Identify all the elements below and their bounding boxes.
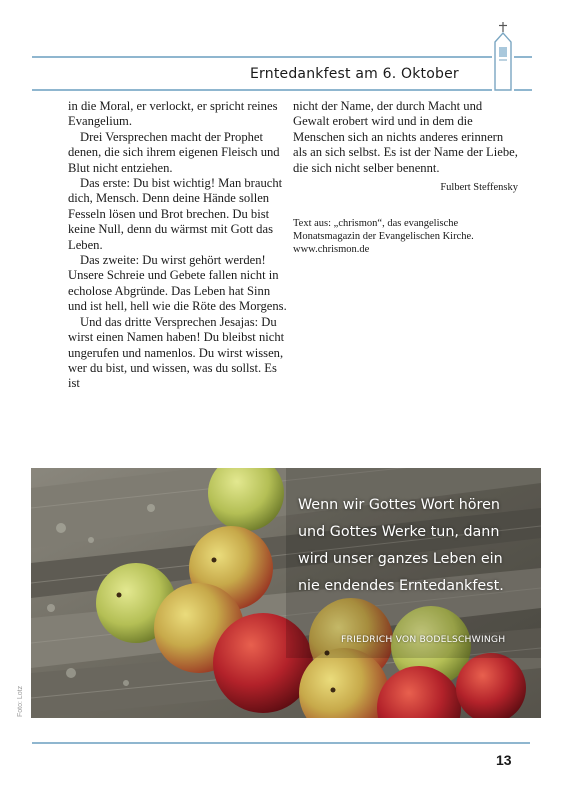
article-paragraph: in die Moral, er verlockt, er spricht reines Evangelium. [68, 99, 278, 129]
article-column-right [293, 99, 518, 256]
header-rule-top [32, 56, 532, 58]
photo-credit: Foto: Lotz [17, 685, 24, 717]
article-paragraph: nicht der Name, der durch Macht und Gewalt erobert wird und in dem die Menschen sich an nichts anderes erinnern als an sich selbst. Es ist der Name der Liebe, die sich nicht selber benennt. [293, 99, 518, 175]
photo-quote-text [298, 492, 534, 600]
quote-line: Wenn wir Gottes Wort hören [298, 497, 500, 513]
page-number: 13 [496, 752, 512, 768]
church-tower-icon [492, 20, 514, 92]
article-paragraph: Drei Versprechen macht der Prophet denen, die sich ihrem eigenen Fleisch und Blut nicht entziehen. [68, 129, 280, 175]
quote-line: wird unser ganzes Leben ein [298, 551, 503, 567]
article-paragraph: Das zweite: Du wirst gehört werden! Unsere Schreie und Gebete fallen nicht in echolose Abgründe. Das Leben hat Sinn und ist hell, hell wie die Röte des Morgens. [68, 253, 287, 314]
author-name: Fulbert Steffensky [440, 182, 518, 194]
quote-line: und Gottes Werke tun, dann [298, 524, 500, 540]
footer-rule [32, 742, 530, 744]
article-paragraph: Und das dritte Versprechen Jesajas: Du wirst einen Namen haben! Du bleibst nicht ungerufen und namenlos. Du wirst wissen, wer du bist, und wissen, was du sollst. Es ist [68, 314, 285, 391]
article-column-left [68, 99, 288, 392]
quote-author: FRIEDRICH VON BODELSCHWINGH [341, 634, 506, 645]
source-note: Text aus: „chrismon“, das evangelische Monatsmagazin der Evangelischen Kirche. www.chrismon.de [293, 218, 474, 256]
header-rule-bottom [32, 89, 532, 91]
quote-line: nie endendes Erntedankfest. [298, 578, 504, 594]
article-paragraph: Das erste: Du bist wichtig! Man braucht dich, Mensch. Denn deine Hände sollen Fesseln lösen und Brot brechen. Du bist keine Null, denn du wärmst mit Gott das Leben. [68, 176, 283, 252]
page-title: Erntedankfest am 6. Oktober [250, 66, 459, 82]
